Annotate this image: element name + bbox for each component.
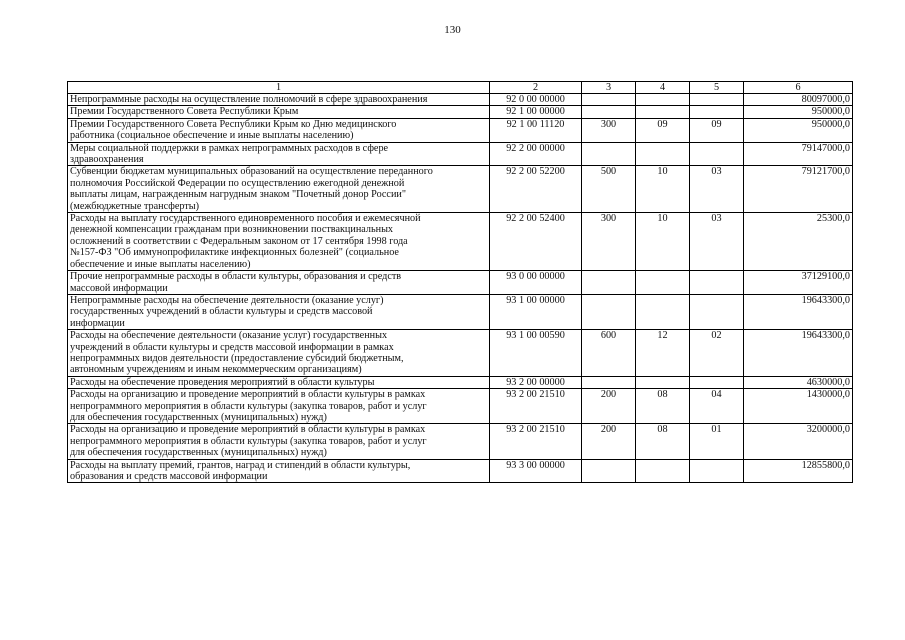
row-code: 93 1 00 00590: [490, 330, 582, 377]
row-amount: 12855800,0: [744, 459, 853, 483]
row-section: [636, 94, 690, 106]
row-name: Расходы на обеспечение проведения мероприятий в области культуры: [68, 376, 490, 388]
row-subsection: 09: [690, 118, 744, 142]
table-row: [68, 213, 853, 271]
row-subsection: 03: [690, 213, 744, 271]
column-header-expense-type: 3: [582, 82, 636, 94]
page-number: 130: [444, 24, 461, 36]
row-amount: 79121700,0: [744, 166, 853, 213]
row-expense-type: [582, 459, 636, 483]
row-name: Непрограммные расходы на осуществление полномочий в сфере здравоохранения: [68, 94, 490, 106]
row-section: 08: [636, 424, 690, 459]
row-section: [636, 142, 690, 166]
row-code: 93 0 00 00000: [490, 271, 582, 295]
row-amount: 19643300,0: [744, 330, 853, 377]
row-expense-type: [582, 94, 636, 106]
row-section: 10: [636, 213, 690, 271]
row-amount: 79147000,0: [744, 142, 853, 166]
row-section: 08: [636, 389, 690, 424]
row-name: Расходы на организацию и проведение мероприятий в области культуры в рамках непрограммного мероприятия в области культуры (закупка товаров, работ и услуг для обеспечения государственных (муниципальных) нужд): [68, 389, 490, 424]
row-subsection: [690, 106, 744, 118]
row-name: Премии Государственного Совета Республики Крым: [68, 106, 490, 118]
table-row: [68, 424, 853, 459]
row-expense-type: [582, 106, 636, 118]
row-name: Субвенции бюджетам муниципальных образований на осуществление переданного полномочия Российской Федерации по осуществлению ежегодной денежной выплаты лицам, награжденным нагрудным знаком "Почетный донор России" (межбюджетные трансферты): [68, 166, 490, 213]
row-code: 93 2 00 00000: [490, 376, 582, 388]
row-name: Расходы на выплату государственного единовременного пособия и ежемесячной денежной компенсации гражданам при возникновении поствакцинальных осложнений в соответствии с Федеральным законом от 17 сентября 1998 года №157-ФЗ "Об иммунопрофилактике инфекционных болезней" (социальное обеспечение и иные выплаты населению): [68, 213, 490, 271]
row-subsection: 01: [690, 424, 744, 459]
row-section: [636, 376, 690, 388]
row-expense-type: [582, 142, 636, 166]
table-row: [68, 376, 853, 388]
row-amount: 3200000,0: [744, 424, 853, 459]
row-code: 92 0 00 00000: [490, 94, 582, 106]
row-name: Прочие непрограммные расходы в области культуры, образования и средств массовой информации: [68, 271, 490, 295]
row-name: Расходы на организацию и проведение мероприятий в области культуры в рамках непрограммного мероприятия в области культуры (закупка товаров, работ и услуг для обеспечения государственных (муниципальных) нужд): [68, 424, 490, 459]
row-amount: 25300,0: [744, 213, 853, 271]
row-expense-type: [582, 271, 636, 295]
row-name: Меры социальной поддержки в рамках непрограммных расходов в сфере здравоохранения: [68, 142, 490, 166]
row-amount: 950000,0: [744, 118, 853, 142]
table-row: [68, 142, 853, 166]
row-name: Расходы на выплату премий, грантов, наград и стипендий в области культуры, образования и средств массовой информации: [68, 459, 490, 483]
table-header-row: [68, 82, 853, 94]
row-name: Премии Государственного Совета Республики Крым ко Дню медицинского работника (социальное обеспечение и иные выплаты населению): [68, 118, 490, 142]
row-expense-type: 500: [582, 166, 636, 213]
column-header-section: 4: [636, 82, 690, 94]
column-header-amount: 6: [744, 82, 853, 94]
row-expense-type: 200: [582, 424, 636, 459]
row-section: 09: [636, 118, 690, 142]
row-code: 93 2 00 21510: [490, 389, 582, 424]
row-subsection: [690, 459, 744, 483]
row-code: 93 3 00 00000: [490, 459, 582, 483]
table-row: [68, 459, 853, 483]
row-amount: 37129100,0: [744, 271, 853, 295]
row-expense-type: 300: [582, 118, 636, 142]
table-row: [68, 330, 853, 377]
row-subsection: 04: [690, 389, 744, 424]
row-amount: 950000,0: [744, 106, 853, 118]
table-row: [68, 166, 853, 213]
row-expense-type: 600: [582, 330, 636, 377]
row-subsection: 02: [690, 330, 744, 377]
row-expense-type: [582, 376, 636, 388]
row-name: Расходы на обеспечение деятельности (оказание услуг) государственных учреждений в области культуры и средств массовой информации в рамках непрограммных видов деятельности (предоставление субсидий бюджетным, автономным учреждениям и иным некоммерческим организациям): [68, 330, 490, 377]
row-amount: 19643300,0: [744, 294, 853, 329]
row-subsection: [690, 142, 744, 166]
row-subsection: 03: [690, 166, 744, 213]
row-subsection: [690, 376, 744, 388]
row-section: 12: [636, 330, 690, 377]
row-code: 92 2 00 52200: [490, 166, 582, 213]
row-expense-type: [582, 294, 636, 329]
row-code: 92 1 00 11120: [490, 118, 582, 142]
row-expense-type: 200: [582, 389, 636, 424]
row-expense-type: 300: [582, 213, 636, 271]
row-subsection: [690, 294, 744, 329]
row-code: 93 2 00 21510: [490, 424, 582, 459]
row-amount: 80097000,0: [744, 94, 853, 106]
table-row: [68, 294, 853, 329]
row-code: 92 1 00 00000: [490, 106, 582, 118]
row-code: 93 1 00 00000: [490, 294, 582, 329]
row-section: [636, 294, 690, 329]
budget-table: [67, 81, 853, 483]
row-code: 92 2 00 52400: [490, 213, 582, 271]
row-subsection: [690, 271, 744, 295]
row-section: 10: [636, 166, 690, 213]
row-code: 92 2 00 00000: [490, 142, 582, 166]
table-row: [68, 118, 853, 142]
row-section: [636, 271, 690, 295]
row-amount: 4630000,0: [744, 376, 853, 388]
table-body: [68, 94, 853, 483]
row-section: [636, 106, 690, 118]
row-name: Непрограммные расходы на обеспечение деятельности (оказание услуг) государственных учреждений в области культуры и средств массовой информации: [68, 294, 490, 329]
row-amount: 1430000,0: [744, 389, 853, 424]
table-row: [68, 271, 853, 295]
table-row: [68, 94, 853, 106]
row-section: [636, 459, 690, 483]
row-subsection: [690, 94, 744, 106]
column-header-subsection: 5: [690, 82, 744, 94]
table-row: [68, 106, 853, 118]
table-row: [68, 389, 853, 424]
column-header-name: 1: [68, 82, 490, 94]
column-header-code: 2: [490, 82, 582, 94]
